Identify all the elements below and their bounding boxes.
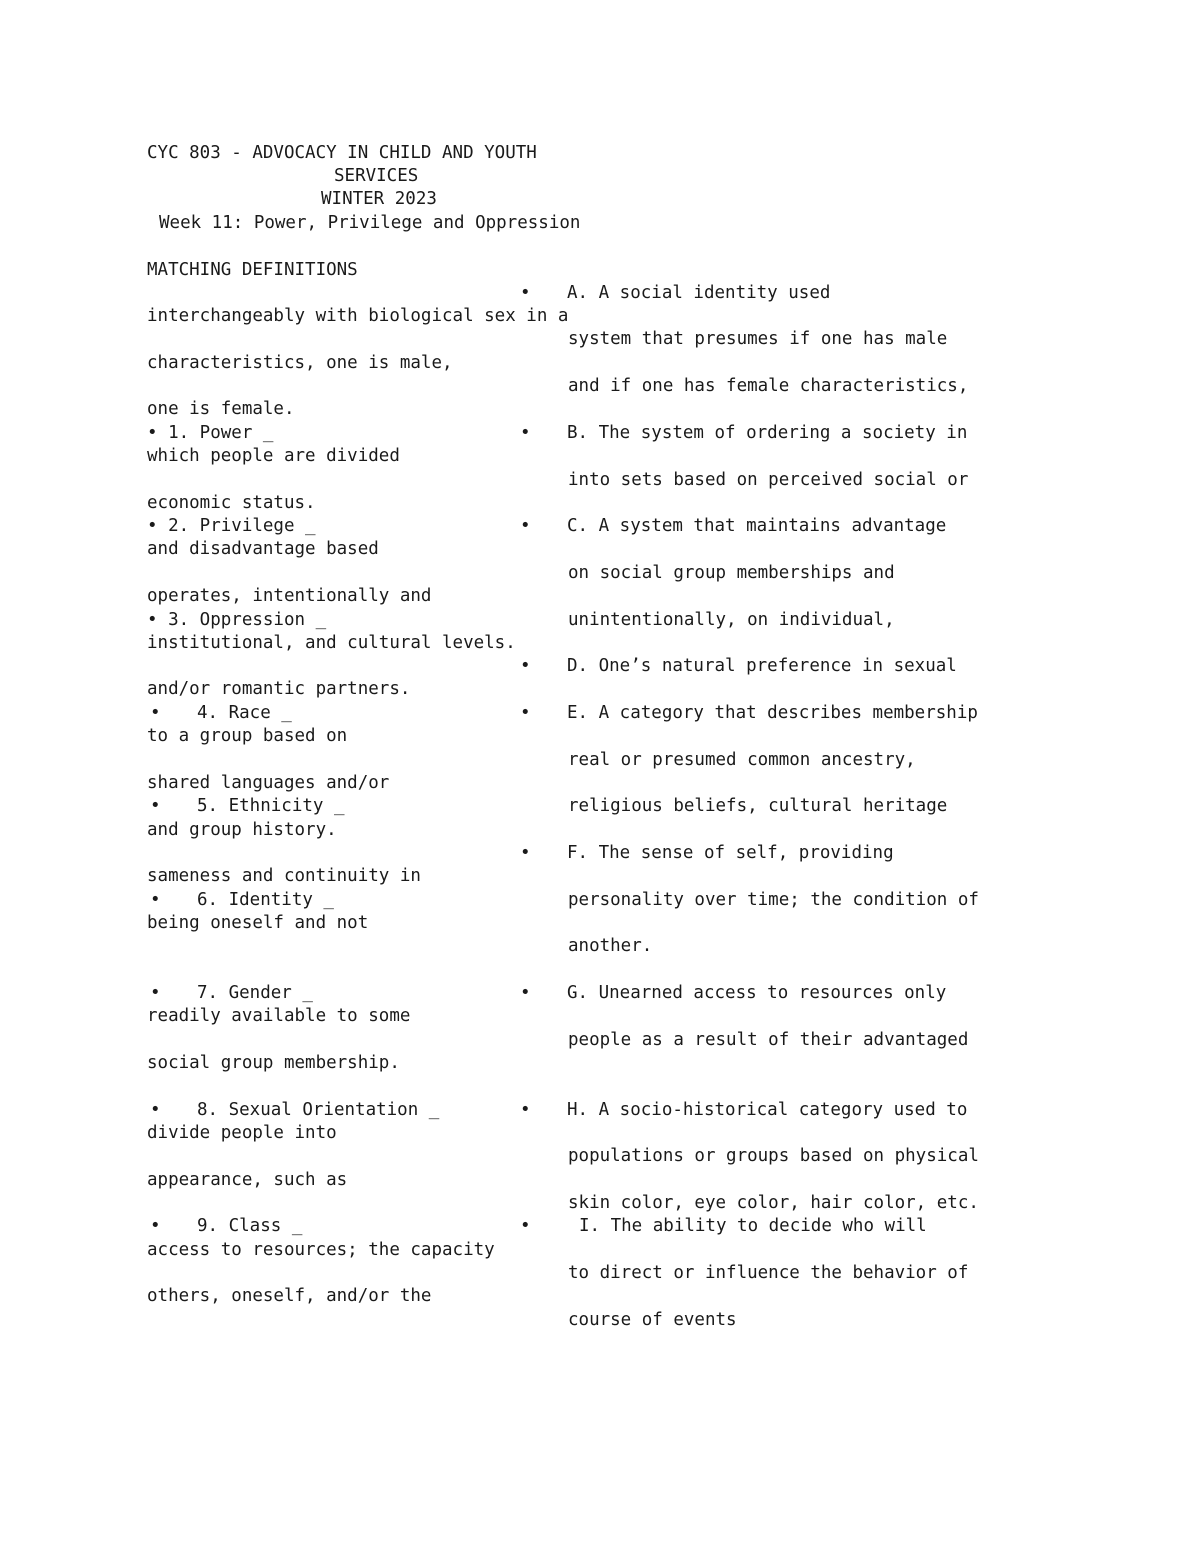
definition-i-line: access to resources; the capacity	[147, 1240, 495, 1260]
definition-h-line: skin color, eye color, hair color, etc.	[568, 1193, 979, 1213]
definition-a-line: interchangeably with biological sex in a	[147, 306, 569, 326]
term-7-gender: 7. Gender _	[197, 983, 313, 1003]
definition-f-line: personality over time; the condition of	[568, 890, 979, 910]
course-title-continued: SERVICES	[334, 166, 419, 186]
term-1-power: • 1. Power _	[147, 423, 274, 443]
week-heading: Week 11: Power, Privilege and Oppression	[159, 213, 581, 233]
term-4-race: 4. Race _	[197, 703, 292, 723]
definition-e-line: and group history.	[147, 820, 337, 840]
definition-g-line: people as a result of their advantaged	[568, 1030, 969, 1050]
term-6-identity: 6. Identity _	[197, 890, 334, 910]
definition-c-line: unintentionally, on individual,	[568, 610, 895, 630]
course-title: CYC 803 - ADVOCACY IN CHILD AND YOUTH	[147, 143, 537, 163]
bullet: •	[520, 1216, 531, 1236]
definition-d-line: and/or romantic partners.	[147, 679, 411, 699]
definition-c: C. A system that maintains advantage	[567, 516, 947, 536]
bullet: •	[150, 1100, 161, 1120]
bullet: •	[520, 1100, 531, 1120]
bullet: •	[150, 983, 161, 1003]
definition-c-line: and disadvantage based	[147, 539, 379, 559]
bullet: •	[520, 703, 531, 723]
definition-g: G. Unearned access to resources only	[567, 983, 947, 1003]
bullet: •	[150, 703, 161, 723]
term-3-oppression: • 3. Oppression _	[147, 610, 327, 630]
definition-b-line: into sets based on perceived social or	[568, 470, 969, 490]
bullet: •	[520, 283, 531, 303]
definition-a-line: system that presumes if one has male	[568, 329, 948, 349]
definition-g-line: social group membership.	[147, 1053, 400, 1073]
definition-g-line: readily available to some	[147, 1006, 411, 1026]
definition-h-line: appearance, such as	[147, 1170, 348, 1190]
bullet: •	[520, 423, 531, 443]
term-2-privilege: • 2. Privilege _	[147, 516, 316, 536]
definition-i-line: course of events	[568, 1310, 737, 1330]
definition-a-line: one is female.	[147, 399, 295, 419]
term-5-ethnicity: 5. Ethnicity _	[197, 796, 345, 816]
definition-h: H. A socio-historical category used to	[567, 1100, 968, 1120]
definition-e-line: to a group based on	[147, 726, 348, 746]
bullet: •	[150, 796, 161, 816]
term-9-class: 9. Class _	[197, 1216, 303, 1236]
bullet: •	[150, 890, 161, 910]
definition-e-line: religious beliefs, cultural heritage	[568, 796, 948, 816]
definition-h-line: divide people into	[147, 1123, 337, 1143]
definition-e-line: real or presumed common ancestry,	[568, 750, 916, 770]
definition-f-line: sameness and continuity in	[147, 866, 421, 886]
bullet: •	[520, 983, 531, 1003]
bullet: •	[520, 516, 531, 536]
definition-e-line: shared languages and/or	[147, 773, 390, 793]
definition-i-line: to direct or influence the behavior of	[568, 1263, 969, 1283]
bullet: •	[520, 843, 531, 863]
term-8-sexual-orientation: 8. Sexual Orientation _	[197, 1100, 440, 1120]
definition-c-line: institutional, and cultural levels.	[147, 633, 516, 653]
definition-b-line: which people are divided	[147, 446, 400, 466]
definition-a-line: characteristics, one is male,	[147, 353, 453, 373]
definition-i-line: others, oneself, and/or the	[147, 1286, 432, 1306]
section-title: MATCHING DEFINITIONS	[147, 260, 358, 280]
definition-c-line: operates, intentionally and	[147, 586, 432, 606]
definition-f: F. The sense of self, providing	[567, 843, 894, 863]
definition-d: D. One’s natural preference in sexual	[567, 656, 957, 676]
bullet: •	[150, 1216, 161, 1236]
definition-i: I. The ability to decide who will	[579, 1216, 927, 1236]
definition-f-line: another.	[568, 936, 653, 956]
definition-c-line: on social group memberships and	[568, 563, 895, 583]
definition-b-line: economic status.	[147, 493, 316, 513]
bullet: •	[520, 656, 531, 676]
definition-b: B. The system of ordering a society in	[567, 423, 968, 443]
definition-a-line: and if one has female characteristics,	[568, 376, 969, 396]
term-label: WINTER 2023	[321, 189, 437, 209]
definition-f-line: being oneself and not	[147, 913, 369, 933]
definition-h-line: populations or groups based on physical	[568, 1146, 979, 1166]
definition-e: E. A category that describes membership	[567, 703, 978, 723]
definition-a: A. A social identity used	[567, 283, 831, 303]
